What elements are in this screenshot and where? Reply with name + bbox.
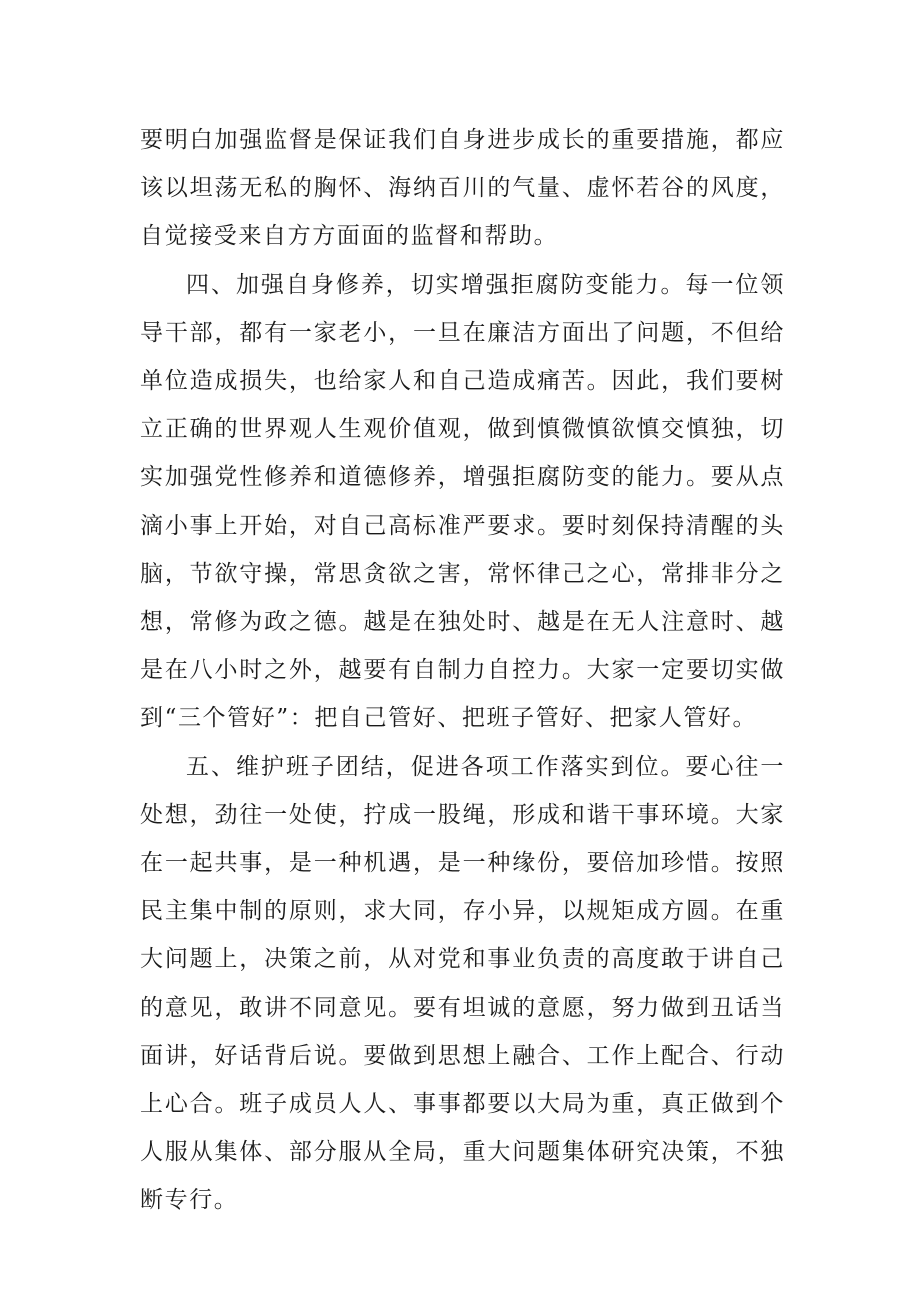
paragraph-self-cultivation: 四、加强自身修养，切实增强拒腐防变能力。每一位领导干部，都有一家老小，一旦在廉洁方面出了问题，不但给单位造成损失，也给家人和自己造成痛苦。因此，我们要树立正确的世界观人生观价值观，做到慎微慎欲慎交慎独，切实加强党性修养和道德修养，增强拒腐防变的能力。要从点滴小事上开始，对自己高标准严要求。要时刻保持清醒的头脑，节欲守操，常思贪欲之害，常怀律己之心，常排非分之想，常修为政之德。越是在独处时、越是在无人注意时、越是在八小时之外，越要有自制力自控力。大家一定要切实做到“三个管好”：把自己管好、把班子管好、把家人管好。 xyxy=(140,271,785,732)
paragraph-supervision: 要明白加强监督是保证我们自身进步成长的重要措施，都应该以坦荡无私的胸怀、海纳百川的气量、虚怀若谷的风度，自觉接受来自方方面面的监督和帮助。 xyxy=(140,127,785,250)
paragraph-team-unity: 五、维护班子团结，促进各项工作落实到位。要心往一处想，劲往一处使，拧成一股绳，形成和谐干事环境。大家在一起共事，是一种机遇，是一种缘份，要倍加珍惜。按照民主集中制的原则，求大同，存小异，以规矩成方圆。在重大问题上，决策之前，从对党和事业负责的高度敢于讲自己的意见，敢讲不同意见。要有坦诚的意愿，努力做到丑话当面讲，好话背后说。要做到思想上融合、工作上配合、行动上心合。班子成员人人、事事都要以大局为重，真正做到个人服从集体、部分服从全局，重大问题集体研究决策，不独断专行。 xyxy=(140,753,785,1214)
document-body xyxy=(140,116,785,1225)
